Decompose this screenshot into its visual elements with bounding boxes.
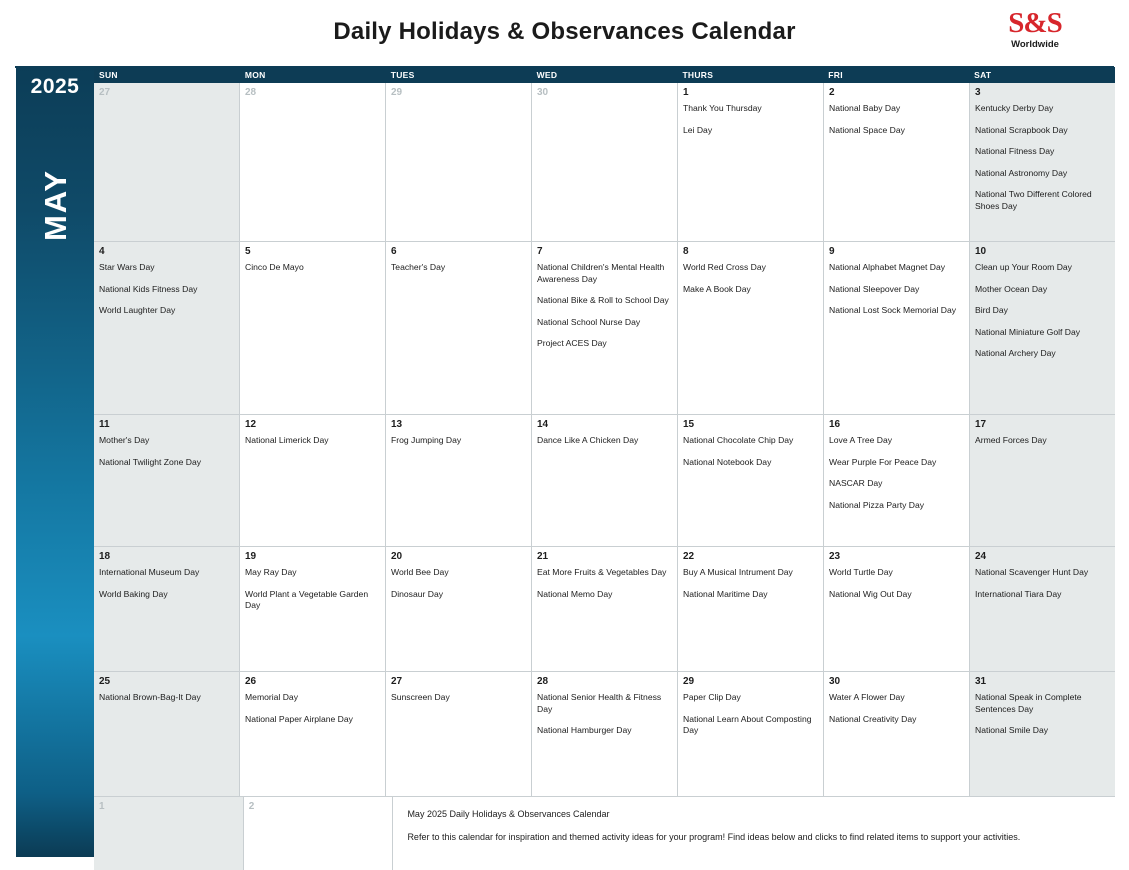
holiday-entry[interactable]: National Creativity Day: [829, 713, 917, 724]
holiday-entry[interactable]: World Turtle Day: [829, 567, 893, 577]
holiday-entry[interactable]: National Alphabet Magnet Day: [829, 262, 946, 272]
brand-logo: [989, 8, 1081, 50]
holiday-entry[interactable]: National Senior Health & Fitness Day: [537, 692, 662, 714]
day-number: 26: [245, 676, 257, 687]
day-number: 13: [391, 419, 403, 430]
holiday-entry[interactable]: International Tiara Day: [975, 588, 1062, 599]
holiday-entry[interactable]: World Bee Day: [391, 567, 449, 577]
holiday-entry[interactable]: National Fitness Day: [975, 146, 1055, 156]
calendar-day-cell[interactable]: [969, 672, 1115, 796]
day-number: 28: [537, 676, 549, 687]
calendar-day-cell[interactable]: [531, 672, 677, 796]
calendar-day-cell[interactable]: [677, 83, 823, 241]
calendar-day-cell[interactable]: [94, 242, 239, 414]
day-number: 24: [975, 551, 987, 562]
day-number: 1: [99, 801, 105, 812]
calendar-day-cell[interactable]: [969, 547, 1115, 671]
calendar-frame: [15, 66, 1114, 842]
page-header: [0, 0, 1129, 66]
day-number: 29: [391, 87, 403, 98]
calendar-week-row: [94, 414, 1115, 546]
day-number: 4: [99, 246, 105, 257]
holiday-entry[interactable]: Bird Day: [975, 305, 1008, 315]
holiday-entry[interactable]: Buy A Musical Intrument Day: [683, 567, 793, 577]
calendar-day-cell[interactable]: [677, 242, 823, 414]
day-number: 2: [248, 801, 255, 812]
trailing-day-cell: [94, 797, 243, 870]
calendar-day-cell[interactable]: [823, 83, 969, 241]
day-number: 2: [829, 87, 835, 98]
calendar-day-cell[interactable]: [385, 415, 531, 546]
holiday-entry[interactable]: National Scrapbook Day: [975, 124, 1068, 135]
day-number: 31: [975, 676, 987, 687]
month-label: MAY: [38, 168, 73, 242]
weekday-header-mon: MON: [244, 70, 266, 80]
weekday-header-thurs: THURS: [682, 70, 714, 80]
holiday-entry[interactable]: International Museum Day: [99, 567, 200, 577]
holiday-entry[interactable]: Wear Purple For Peace Day: [829, 456, 937, 467]
calendar-day-cell[interactable]: [239, 242, 385, 414]
holiday-entry[interactable]: National Smile Day: [975, 725, 1049, 735]
weeks-host: [94, 83, 1115, 796]
footer-note-body: Refer to this calendar for inspiration and themed activity ideas for your program! Find ideas below and clicks to find related items to support your activities.: [407, 832, 1021, 842]
page-title: Daily Holidays & Observances Calendar: [333, 18, 796, 45]
logo-mark: S&S: [1008, 7, 1062, 39]
calendar-day-cell[interactable]: [531, 415, 677, 546]
calendar-day-cell[interactable]: [239, 83, 385, 241]
holiday-entry[interactable]: National Bike & Roll to School Day: [537, 295, 669, 305]
holiday-entry[interactable]: National Wig Out Day: [829, 588, 912, 599]
calendar-day-cell[interactable]: [239, 415, 385, 546]
calendar-day-cell[interactable]: [385, 672, 531, 796]
weekday-header-row: [94, 67, 1115, 83]
logo-subtext: Worldwide: [1011, 39, 1059, 50]
day-number: 12: [245, 419, 257, 430]
holiday-entry[interactable]: Project ACES Day: [537, 338, 607, 348]
holiday-entry[interactable]: National Chocolate Chip Day: [683, 435, 794, 445]
calendar-grid: [94, 67, 1115, 870]
day-number: 20: [391, 551, 403, 562]
holiday-entry[interactable]: Memorial Day: [245, 692, 299, 702]
weekday-header-wed: WED: [536, 70, 558, 80]
day-number: 23: [829, 551, 841, 562]
holiday-entry[interactable]: National Lost Sock Memorial Day: [829, 305, 957, 315]
calendar-day-cell[interactable]: [969, 242, 1115, 414]
calendar-day-cell[interactable]: [239, 672, 385, 796]
calendar-week-row: [94, 671, 1115, 796]
calendar-day-cell[interactable]: [823, 547, 969, 671]
holiday-entry[interactable]: Teacher's Day: [391, 262, 446, 272]
day-number: 27: [391, 676, 403, 687]
holiday-entry[interactable]: World Baking Day: [99, 588, 168, 599]
holiday-entry[interactable]: Dance Like A Chicken Day: [537, 435, 639, 445]
day-number: 27: [99, 87, 111, 98]
holiday-entry[interactable]: World Red Cross Day: [683, 262, 766, 272]
day-number: 9: [829, 246, 835, 257]
calendar-week-row: [94, 83, 1115, 241]
holiday-entry[interactable]: National Miniature Golf Day: [975, 326, 1081, 337]
calendar-week-row: [94, 546, 1115, 671]
day-number: 30: [537, 87, 549, 98]
holiday-entry[interactable]: National Kids Fitness Day: [99, 283, 198, 294]
calendar-day-cell[interactable]: [677, 672, 823, 796]
holiday-entry[interactable]: Paper Clip Day: [683, 692, 741, 702]
calendar-footer-row: [94, 796, 1115, 870]
holiday-entry[interactable]: Cinco De Mayo: [245, 262, 304, 272]
calendar-day-cell[interactable]: [385, 547, 531, 671]
calendar-day-cell[interactable]: [823, 415, 969, 546]
day-number: 8: [683, 246, 689, 257]
calendar-day-cell[interactable]: [385, 83, 531, 241]
calendar-day-cell[interactable]: [969, 83, 1115, 241]
holiday-entry[interactable]: National Limerick Day: [245, 435, 329, 445]
day-number: 14: [537, 419, 549, 430]
calendar-week-row: [94, 241, 1115, 414]
month-rail: [16, 67, 94, 857]
holiday-entry[interactable]: Kentucky Derby Day: [975, 103, 1054, 113]
holiday-entry[interactable]: Clean up Your Room Day: [975, 262, 1072, 272]
holiday-entry[interactable]: Water A Flower Day: [829, 692, 905, 702]
day-number: 3: [975, 87, 981, 98]
footer-note: [392, 797, 1115, 870]
holiday-entry[interactable]: Lei Day: [683, 124, 713, 135]
calendar-day-cell[interactable]: [94, 415, 239, 546]
calendar-day-cell[interactable]: [823, 242, 969, 414]
calendar-day-cell[interactable]: [531, 242, 677, 414]
footer-note-title: May 2025 Daily Holidays & Observances Calendar: [407, 809, 610, 819]
calendar-day-cell[interactable]: [531, 83, 677, 241]
day-number: 29: [683, 676, 695, 687]
calendar-day-cell[interactable]: [385, 242, 531, 414]
holiday-entry[interactable]: Love A Tree Day: [829, 435, 893, 445]
calendar-day-cell[interactable]: [677, 547, 823, 671]
weekday-header-tues: TUES: [390, 70, 415, 80]
holiday-entry[interactable]: National Hamburger Day: [537, 725, 632, 735]
day-number: 19: [245, 551, 257, 562]
calendar-day-cell[interactable]: [677, 415, 823, 546]
calendar-day-cell[interactable]: [531, 547, 677, 671]
holiday-entry[interactable]: National Space Day: [829, 124, 905, 135]
holiday-entry[interactable]: National Scavenger Hunt Day: [975, 567, 1089, 577]
day-number: 28: [245, 87, 257, 98]
weekday-header-sat: SAT: [974, 70, 992, 80]
day-number: 22: [683, 551, 695, 562]
trailing-day-cell: [243, 797, 393, 870]
holiday-entry[interactable]: May Ray Day: [245, 567, 297, 577]
day-number: 25: [99, 676, 111, 687]
holiday-entry[interactable]: Frog Jumping Day: [391, 435, 462, 445]
holiday-entry[interactable]: NASCAR Day: [829, 478, 883, 488]
holiday-entry[interactable]: National Brown-Bag-It Day: [99, 692, 201, 702]
day-number: 16: [829, 419, 841, 430]
day-number: 7: [537, 246, 543, 257]
holiday-entry[interactable]: Thank You Thursday: [683, 103, 762, 113]
holiday-entry[interactable]: Make A Book Day: [683, 283, 751, 294]
day-number: 21: [537, 551, 549, 562]
holiday-entry[interactable]: National Children's Mental Health Awareness Day: [537, 262, 665, 284]
holiday-entry[interactable]: National Paper Airplane Day: [245, 713, 353, 724]
holiday-entry[interactable]: Sunscreen Day: [391, 692, 450, 702]
calendar-day-cell[interactable]: [969, 415, 1115, 546]
weekday-header-sun: SUN: [99, 70, 118, 80]
day-number: 18: [99, 551, 111, 562]
day-number: 10: [975, 246, 987, 257]
holiday-entry[interactable]: National Sleepover Day: [829, 283, 920, 294]
year-label: 2025: [30, 75, 80, 98]
day-number: 17: [975, 419, 987, 430]
day-number: 30: [829, 676, 841, 687]
holiday-entry[interactable]: National Speak in Complete Sentences Day: [975, 692, 1082, 714]
day-number: 15: [683, 419, 695, 430]
holiday-entry[interactable]: Armed Forces Day: [975, 435, 1047, 445]
holiday-entry[interactable]: National Two Different Colored Shoes Day: [975, 189, 1092, 211]
calendar-day-cell[interactable]: [94, 83, 239, 241]
day-number: 6: [391, 246, 397, 257]
weekday-header-fri: FRI: [828, 70, 843, 80]
calendar-day-cell[interactable]: [94, 672, 239, 796]
calendar-day-cell[interactable]: [94, 547, 239, 671]
holiday-entry[interactable]: National Archery Day: [975, 348, 1056, 358]
holiday-entry[interactable]: Star Wars Day: [99, 262, 155, 272]
day-number: 5: [245, 246, 251, 257]
holiday-entry[interactable]: National Astronomy Day: [975, 167, 1068, 178]
holiday-entry[interactable]: World Laughter Day: [99, 305, 176, 315]
calendar-day-cell[interactable]: [239, 547, 385, 671]
holiday-entry[interactable]: Mother Ocean Day: [975, 283, 1048, 294]
holiday-entry[interactable]: National Pizza Party Day: [829, 499, 925, 510]
day-number: 1: [683, 87, 689, 98]
holiday-entry[interactable]: National Learn About Composting Day: [683, 713, 812, 735]
holiday-entry[interactable]: National Notebook Day: [683, 456, 772, 467]
day-number: 11: [99, 419, 110, 430]
holiday-entry[interactable]: Dinosaur Day: [391, 588, 444, 599]
calendar-day-cell[interactable]: [823, 672, 969, 796]
holiday-entry[interactable]: National Memo Day: [537, 588, 613, 599]
holiday-entry[interactable]: National Twilight Zone Day: [99, 456, 202, 467]
holiday-entry[interactable]: National Baby Day: [829, 103, 901, 113]
holiday-entry[interactable]: Eat More Fruits & Vegetables Day: [537, 567, 667, 577]
holiday-entry[interactable]: Mother's Day: [99, 435, 150, 445]
holiday-entry[interactable]: National School Nurse Day: [537, 316, 641, 327]
holiday-entry[interactable]: World Plant a Vegetable Garden Day: [245, 588, 369, 610]
holiday-entry[interactable]: National Maritime Day: [683, 588, 768, 599]
